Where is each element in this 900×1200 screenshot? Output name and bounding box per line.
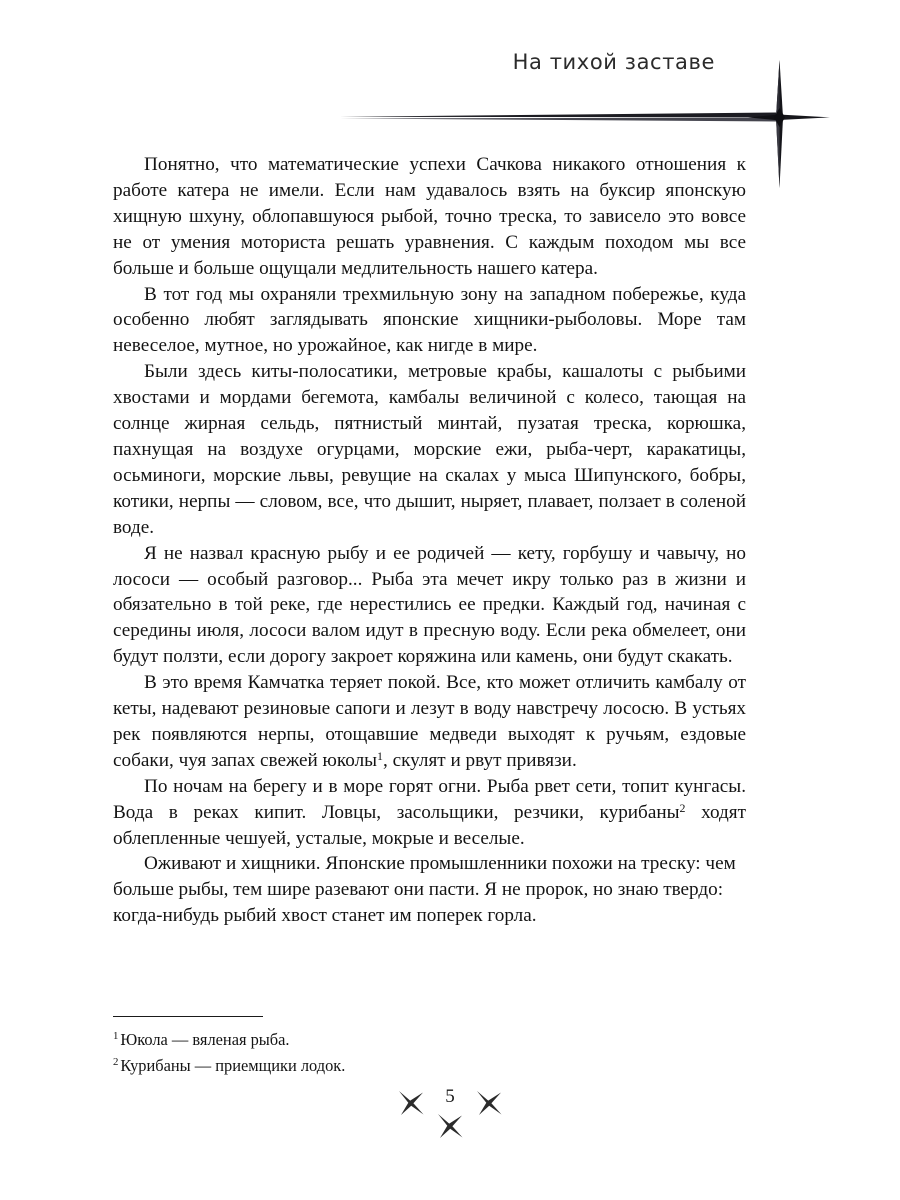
footnote-ref-1[interactable]: 1: [377, 748, 383, 763]
footnote-text: Курибаны — приемщики лодок.: [120, 1056, 346, 1075]
paragraph: Понятно, что математические успехи Сачкова никакого отношения к работе катера не имели. Если нам удавалось взять на буксир японскую хищную шхуну, облопавшуюся рыбой, точно треска, то зависело это вовсе не от умения моториста решать уравнения. С каждым походом мы все больше и больше ощущали медлительность нашего катера.: [113, 154, 746, 279]
footnote-separator-rule: [113, 1016, 263, 1017]
running-head: На тихой заставе: [512, 50, 715, 74]
footnote-text: Юкола — вяленая рыба.: [120, 1030, 290, 1049]
paragraph-text-after-footnote: ходят облепленные чешуей, усталые, мокрые и веселые.: [113, 801, 746, 849]
folio: [0, 1086, 900, 1144]
footnote-item: [113, 1053, 746, 1079]
four-point-star-icon: [474, 1088, 504, 1118]
paragraph-with-footnote-2: [113, 774, 746, 852]
page-number: 5: [445, 1086, 455, 1107]
footnote-item: [113, 1027, 746, 1053]
body-text: [113, 152, 746, 929]
footnote-ref-2[interactable]: 2: [679, 800, 686, 815]
footnote-marker: 1: [113, 1030, 119, 1043]
paragraph-with-footnote-1: [113, 670, 746, 774]
footnotes-section: [113, 1016, 746, 1079]
paragraph-text-after-footnote: , скулят и рвут привязи.: [383, 749, 577, 771]
paragraph: Я не назвал красную рыбу и ее родичей — кету, горбушу и чавычу, но лососи — особый разговор... Рыба эта мечет икру только раз в жизни и обязательно в той реке, где нерестились ее предки. Каждый год, начиная с середины июля, лососи валом идут в пресную воду. Если река обмелеет, они будут ползти, если дорогу закроет коряжина или камень, они будут скакать.: [113, 542, 746, 668]
paragraph-text-before-footnote: В это время Камчатка теряет покой. Все, кто может отличить камбалу от кеты, надевают резиновые сапоги и лезут в воду навстречу лососю. В устьях рек появляются нерпы, отощавшие медведи выходят к ручьям, ездовые собаки, чуя запах свежей юколы: [113, 672, 746, 771]
footnote-marker: 2: [113, 1056, 119, 1069]
paragraph: В тот год мы охраняли трехмильную зону на западном побережье, куда особенно любят заглядывать японские хищники-рыболовы. Море там невеселое, мутное, но урожайное, как нигде в мире.: [113, 283, 746, 357]
paragraph: Оживают и хищники. Японские промышленники похожи на треску: чем больше рыбы, тем шире разевают они пасти. Я не пророк, но знаю твердо: когда-нибудь рыбий хвост станет им поперек горла.: [113, 853, 736, 927]
paragraph: Были здесь киты-полосатики, метровые крабы, кашалоты с рыбьими хвостами и мордами бегемота, камбалы величиной с колесо, тающая на солнце жирная сельдь, пятнистый минтай, пузатая треска, корюшка, пахнущая на воздухе огурцами, морские ежи, рыба-черт, каракатицы, осьминоги, морские львы, ревущие на скалах у мыса Шипунского, бобры, котики, нерпы — словом, все, что дышит, ныряет, плавает, ползает в соленой воде.: [113, 361, 746, 538]
four-point-star-icon: [435, 1111, 465, 1141]
paragraph-text-before-footnote: По ночам на берегу и в море горят огни. Рыба рвет сети, топит кунгасы. Вода в реках кипит. Ловцы, засольщики, резчики, курибаны: [113, 775, 746, 823]
